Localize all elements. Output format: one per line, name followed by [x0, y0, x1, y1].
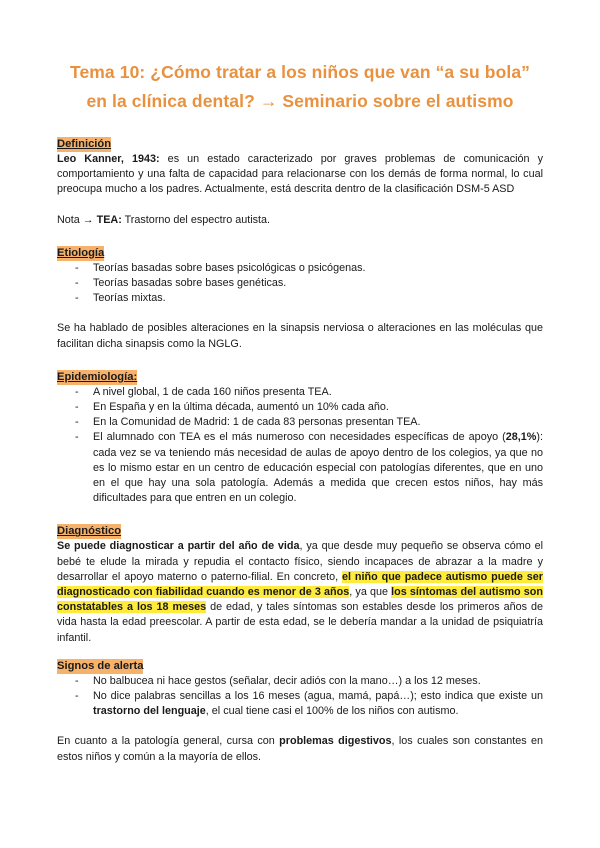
section-diagnostico [57, 521, 543, 645]
item-text: ): cada vez se va teniendo más necesidad de aulas de apoyo dentro de los colegios, ya que no es lo mismo estar en un centro de educación especial con patologías diferentes, que en uno en el que hay una sola patología. Además a medida que crecen estos niños, hay más dificultades para que entren en un colegio. [93, 431, 543, 505]
etiologia-list [57, 261, 543, 307]
final-text: , los cuales son constantes en estos niños y común a la mayoría de ellos. [57, 735, 543, 763]
note-paragraph [57, 213, 543, 228]
final-text: En cuanto a la patología general, cursa con [57, 735, 280, 748]
final-paragraph [57, 734, 543, 764]
item-text: No dice palabras sencillas a los 16 meses (agua, mamá, papá…); esto indica que existe un [93, 690, 543, 703]
diagnostico-text: de edad, y tales síntomas son estables desde los primeros años de vida hasta la edad preescolar. A partir de esta edad, se le debería mandar a la unidad de psiquiatría infantil. [57, 601, 543, 644]
final-bold: problemas digestivos [279, 735, 392, 748]
epidemiologia-list [57, 385, 543, 507]
title-line-2: en la clínica dental? → Seminario sobre el autismo [86, 91, 514, 111]
etiologia-paragraph: Se ha hablado de posibles alteraciones en la sinapsis nerviosa o alteraciones en las moléculas que facilitan dicha sinapsis como la NGLG. [57, 322, 543, 350]
item-text: El alumnado con TEA es el más numeroso con necesidades específicas de apoyo ( [93, 431, 506, 444]
diagnostico-text: , ya que [349, 586, 392, 599]
diagnostico-paragraph [57, 539, 543, 645]
definition-text: es un estado caracterizado por graves problemas de comunicación y comportamiento y una falta de capacidad para relacionarse con los demás de forma normal, lo cual preocupa mucho a los padres. Actualmente, está descrita dentro de la clasificación DSM-5 ASD [57, 153, 543, 196]
definition-author: Leo Kanner, 1943: [57, 153, 160, 165]
diagnostico-highlight: el niño que padece autismo puede ser diagnosticado con fiabilidad cuando es menor de 3 años [57, 570, 543, 599]
list-item: - Teorías mixtas. [93, 291, 543, 306]
section-etiologia [57, 243, 543, 352]
definition-paragraph [57, 152, 543, 198]
title-line-1: Tema 10: ¿Cómo tratar a los niños que van “a su bola” [69, 62, 531, 82]
diagnostico-bold: Se puede diagnosticar a partir del año de vida [57, 540, 300, 553]
list-item [93, 430, 543, 506]
diagnostico-text: , ya que desde muy pequeño se observa cómo el bebé te elude la mirada y repudia el contacto físico, siendo incapaces de abrazar a la madre y desarrollar el apoyo materno o paterno-filial. En concreto, [57, 540, 543, 583]
section-heading-signos: Signos de alerta [57, 659, 144, 672]
section-definicion [57, 134, 543, 228]
list-item: - En la Comunidad de Madrid: 1 de cada 83 personas presentan TEA. [93, 415, 543, 430]
section-epidemiologia [57, 367, 543, 507]
note-text: Trastorno del espectro autista. [121, 213, 271, 226]
list-item: - En España y en la última década, aumentó un 10% cada año. [93, 400, 543, 415]
list-item: - No balbucea ni hace gestos (señalar, decir adiós con la mano…) a los 12 meses. [93, 674, 543, 689]
document-page [57, 58, 543, 765]
section-heading-diagnostico: Diagnóstico [57, 525, 122, 538]
item-bold: 28,1% [505, 431, 537, 444]
note-term: TEA: [96, 213, 122, 226]
document-title [57, 58, 543, 116]
item-text: , el cual tiene casi el 100% de los niños con autismo. [205, 705, 459, 718]
diagnostico-highlight: los síntomas del autismo son constatables a los 18 meses [57, 586, 544, 614]
signos-list [57, 674, 543, 720]
note-prefix: Nota → [57, 213, 97, 226]
list-item: - Teorías basadas sobre bases genéticas. [93, 276, 543, 291]
section-signos [57, 656, 543, 720]
list-item: - A nivel global, 1 de cada 160 niños presenta TEA. [93, 385, 543, 400]
list-item: - Teorías basadas sobre bases psicológicas o psicógenas. [93, 261, 543, 276]
list-item [93, 689, 543, 719]
section-heading-definicion: Definición [57, 138, 112, 150]
item-bold: trastorno del lenguaje [93, 705, 206, 718]
section-heading-epidemiologia: Epidemiología: [57, 370, 138, 383]
section-heading-etiologia: Etiología [57, 246, 105, 259]
